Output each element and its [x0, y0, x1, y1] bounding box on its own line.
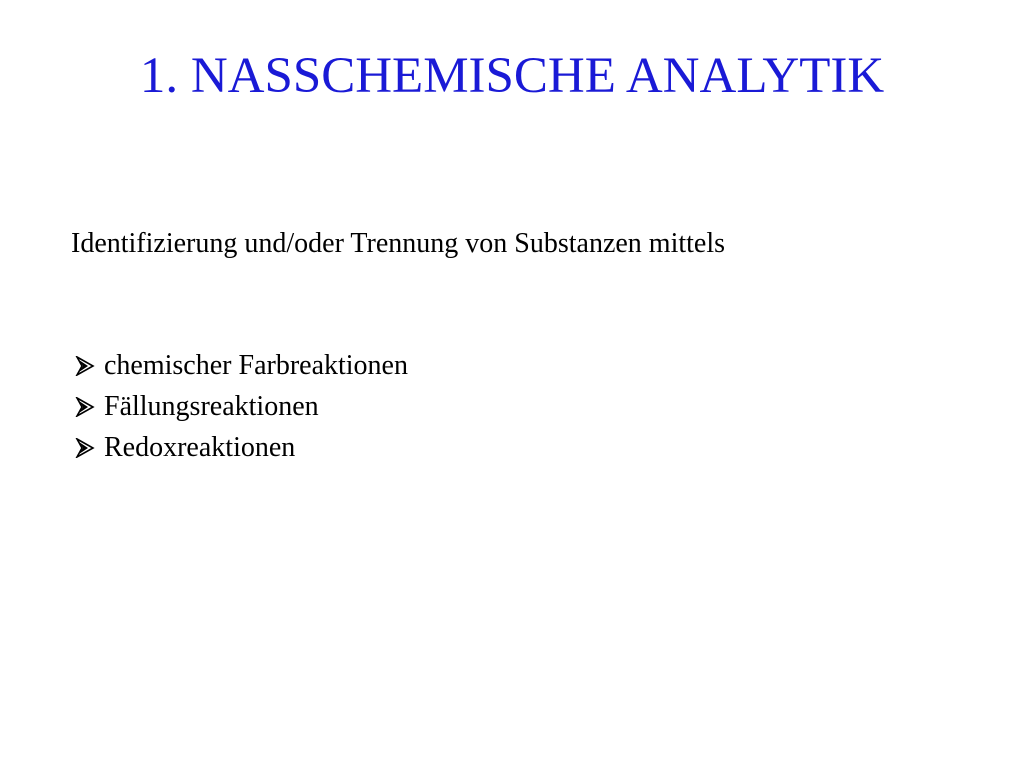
arrowhead-bullet-icon [71, 345, 104, 386]
arrowhead-bullet-icon [71, 386, 104, 427]
slide-title: 1. NASSCHEMISCHE ANALYTIK [139, 48, 885, 104]
bullet-item [71, 427, 408, 468]
intro-text: Identifizierung und/oder Trennung von Substanzen mittels [71, 228, 726, 259]
bullet-label: chemischer Farbreaktionen [104, 349, 408, 381]
bullet-label: Fällungsreaktionen [104, 390, 319, 422]
bullet-item [71, 345, 408, 386]
bullet-label: Redoxreaktionen [104, 431, 296, 463]
arrowhead-bullet-icon [71, 427, 104, 468]
bullet-list [71, 345, 408, 468]
bullet-item [71, 386, 408, 427]
